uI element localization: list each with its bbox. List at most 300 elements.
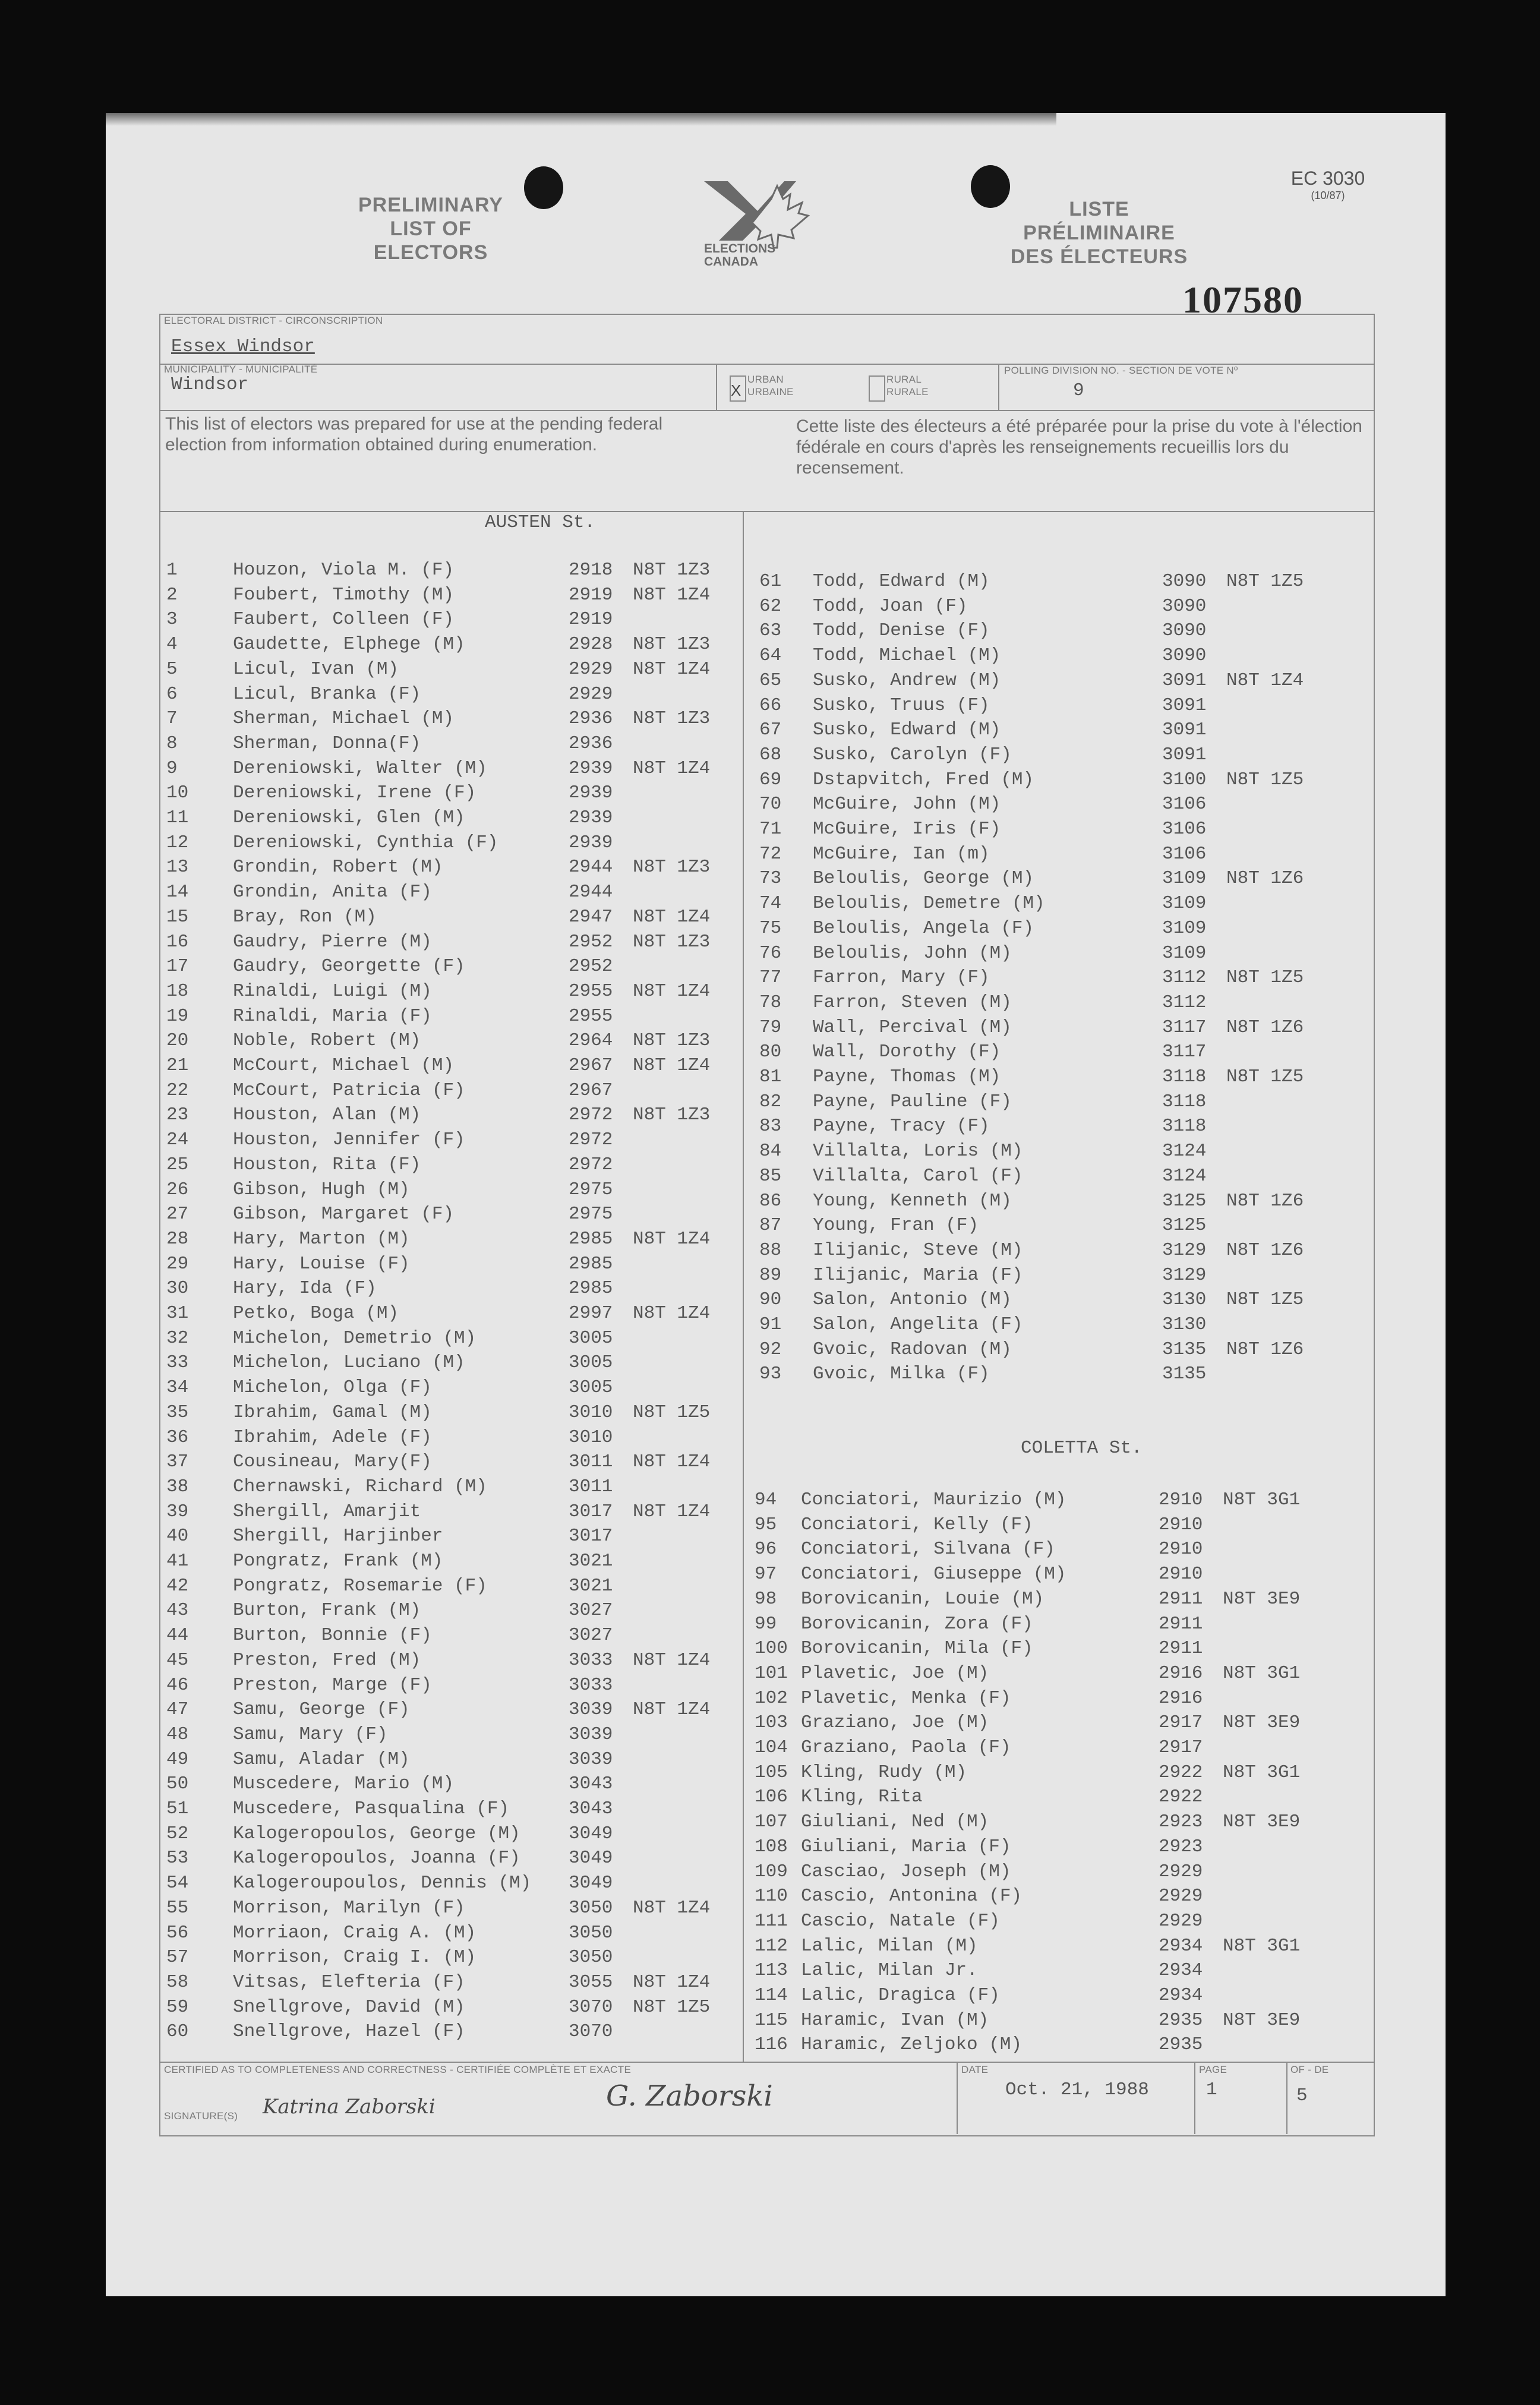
elector-name: Gvoic, Milka (F): [813, 1364, 990, 1385]
divider: [957, 2062, 958, 2134]
check-mark-icon: X: [731, 381, 741, 399]
elector-number: 96: [755, 1539, 777, 1560]
divider: [716, 364, 717, 410]
elector-address: 2947: [569, 906, 613, 927]
elector-address: 3117: [1162, 1041, 1207, 1063]
elector-address: 3039: [569, 1699, 613, 1721]
elector-address: 3100: [1162, 769, 1207, 790]
elector-address: 3050: [569, 1922, 613, 1943]
elector-name: Snellgrove, Hazel (F): [233, 2021, 465, 2043]
elector-address: 3049: [569, 1848, 613, 1869]
elector-address: 3070: [569, 2021, 613, 2043]
elector-address: 3005: [569, 1377, 613, 1399]
elector-name: Gibson, Hugh (M): [233, 1179, 410, 1200]
electoral-district-value: Essex Windsor: [171, 336, 315, 357]
title-fr-line-3: DES ÉLECTEURS: [1010, 245, 1188, 268]
elector-postal-code: N8T 1Z5: [1226, 967, 1304, 989]
elector-address: 3135: [1162, 1339, 1207, 1360]
elector-postal-code: N8T 1Z3: [633, 634, 711, 655]
elector-address: 3070: [569, 1996, 613, 2018]
elector-address: 3106: [1162, 819, 1207, 839]
elector-name: Young, Kenneth (M): [813, 1190, 1012, 1211]
elector-address: 2936: [569, 733, 613, 754]
elector-name: Preston, Marge (F): [233, 1674, 432, 1696]
elector-postal-code: N8T 1Z3: [633, 560, 711, 580]
elector-number: 85: [759, 1165, 782, 1186]
elector-address: 2934: [1159, 1935, 1203, 1956]
elector-number: 113: [755, 1960, 788, 1981]
elector-number: 39: [166, 1501, 189, 1522]
elector-address: 3043: [569, 1773, 613, 1795]
elector-name: Kling, Rudy (M): [801, 1762, 967, 1783]
elector-number: 81: [759, 1066, 782, 1087]
elector-address: 3125: [1162, 1190, 1207, 1211]
elector-name: Susko, Carolyn (F): [813, 744, 1012, 765]
elector-number: 10: [166, 782, 189, 804]
elector-name: Beloulis, Demetre (M): [813, 893, 1045, 914]
elector-address: 3117: [1162, 1017, 1207, 1038]
form-code-value: EC 3030: [1290, 168, 1365, 189]
elector-number: 36: [166, 1426, 189, 1448]
elector-name: Villalta, Loris (M): [813, 1141, 1023, 1162]
description-english: This list of electors was prepared for use at the pending federal election from information obtained during enumeration.: [165, 414, 663, 455]
elector-address: 3112: [1162, 992, 1207, 1013]
elector-number: 80: [759, 1041, 782, 1063]
elector-address: 2929: [1159, 1886, 1203, 1907]
elector-number: 77: [759, 967, 782, 989]
elector-name: Graziano, Paola (F): [801, 1737, 1011, 1758]
elector-number: 47: [166, 1699, 189, 1721]
elector-name: Houston, Alan (M): [233, 1104, 421, 1126]
elector-postal-code: N8T 1Z4: [633, 1501, 711, 1522]
elector-number: 34: [166, 1377, 189, 1399]
elector-address: 3011: [569, 1451, 613, 1473]
elector-number: 52: [166, 1823, 189, 1844]
elector-address: 2923: [1159, 1811, 1203, 1833]
elector-number: 58: [166, 1971, 189, 1993]
elector-postal-code: N8T 1Z6: [1226, 1239, 1304, 1261]
elector-number: 18: [166, 980, 189, 1002]
certified-label: CERTIFIED AS TO COMPLETENESS AND CORRECTNESS - CERTIFIÉE COMPLÈTE ET EXACTE: [164, 2064, 632, 2075]
elector-address: 2928: [569, 634, 613, 655]
elector-name: Lalic, Milan (M): [801, 1935, 978, 1956]
elector-number: 66: [759, 695, 782, 716]
elector-address: 3049: [569, 1873, 613, 1894]
elector-name: Kalogeropoulos, George (M): [233, 1823, 520, 1844]
title-english: [333, 193, 529, 264]
elector-number: 43: [166, 1600, 189, 1621]
elector-address: 2967: [569, 1080, 613, 1101]
elector-name: Faubert, Colleen (F): [233, 609, 455, 630]
logo-text-line-2: CANADA: [704, 255, 758, 269]
elector-name: Muscedere, Mario (M): [233, 1773, 455, 1795]
elector-number: 4: [166, 634, 178, 655]
elector-name: Borovicanin, Zora (F): [801, 1613, 1033, 1634]
elector-number: 107: [755, 1811, 788, 1833]
elector-postal-code: N8T 1Z4: [633, 906, 711, 927]
elector-address: 3090: [1162, 645, 1207, 667]
elector-address: 3118: [1162, 1066, 1207, 1087]
elector-address: 2972: [569, 1129, 613, 1151]
elector-name: Licul, Branka (F): [233, 683, 421, 705]
rural-label-fr: RURALE: [886, 386, 929, 397]
elector-name: Ilijanic, Maria (F): [813, 1264, 1023, 1286]
elector-address: 3091: [1162, 670, 1207, 691]
elector-name: Burton, Frank (M): [233, 1600, 421, 1621]
elector-address: 2929: [1159, 1861, 1203, 1882]
elector-name: Preston, Fred (M): [233, 1649, 421, 1671]
elector-postal-code: N8T 3E9: [1223, 2009, 1301, 2031]
elector-postal-code: N8T 1Z4: [633, 1699, 711, 1721]
elector-postal-code: N8T 1Z5: [1226, 769, 1304, 790]
elector-number: 3: [166, 609, 178, 630]
elector-address: 2939: [569, 832, 613, 853]
elector-address: 2952: [569, 931, 613, 952]
elector-number: 2: [166, 584, 178, 605]
elector-name: Lalic, Milan Jr.: [801, 1960, 978, 1981]
elector-number: 97: [755, 1564, 777, 1585]
elector-number: 105: [755, 1762, 788, 1783]
elector-name: Giuliani, Ned (M): [801, 1811, 989, 1833]
elector-address: 3011: [569, 1476, 613, 1497]
elector-number: 72: [759, 843, 782, 864]
elector-number: 28: [166, 1228, 189, 1249]
elector-address: 3033: [569, 1674, 613, 1696]
page-label: PAGE: [1199, 2064, 1227, 2075]
elector-address: 2936: [569, 708, 613, 730]
elector-name: Dereniowski, Irene (F): [233, 782, 476, 804]
elector-name: McGuire, John (M): [813, 794, 1001, 815]
elector-address: 3118: [1162, 1091, 1207, 1112]
elector-name: Hary, Ida (F): [233, 1278, 377, 1299]
rural-checkbox[interactable]: [869, 375, 885, 402]
elector-address: 2934: [1159, 1985, 1203, 2006]
elector-name: Young, Fran (F): [813, 1215, 979, 1236]
elector-name: Sherman, Michael (M): [233, 708, 455, 730]
elector-number: 9: [166, 758, 178, 779]
elector-name: McGuire, Iris (F): [813, 819, 1001, 839]
elector-name: Plavetic, Joe (M): [801, 1662, 989, 1684]
polling-division-value: 9: [1073, 380, 1084, 401]
elector-number: 35: [166, 1402, 189, 1423]
elector-name: Licul, Ivan (M): [233, 658, 399, 680]
elector-postal-code: N8T 1Z4: [633, 1228, 711, 1249]
elector-number: 25: [166, 1154, 189, 1175]
elector-number: 94: [755, 1489, 777, 1510]
elector-name: Rinaldi, Luigi (M): [233, 980, 432, 1002]
elector-name: Borovicanin, Mila (F): [801, 1638, 1033, 1659]
elector-number: 13: [166, 857, 189, 878]
elector-name: Gaudry, Georgette (F): [233, 956, 465, 977]
elector-number: 6: [166, 683, 178, 705]
elector-number: 109: [755, 1861, 788, 1882]
elector-name: Payne, Thomas (M): [813, 1066, 1001, 1087]
elector-name: Vitsas, Elefteria (F): [233, 1971, 465, 1993]
elector-number: 102: [755, 1687, 788, 1709]
elector-number: 74: [759, 893, 782, 914]
elector-postal-code: N8T 1Z4: [633, 658, 711, 680]
elector-name: Haramic, Zeljoko (M): [801, 2034, 1023, 2056]
elector-postal-code: N8T 1Z4: [1226, 670, 1304, 691]
elector-number: 37: [166, 1451, 189, 1473]
date-value: Oct. 21, 1988: [1005, 2079, 1149, 2100]
elector-address: 3090: [1162, 571, 1207, 592]
elector-postal-code: N8T 1Z4: [633, 1303, 711, 1324]
elector-address: 2955: [569, 1005, 613, 1027]
elector-address: 2972: [569, 1104, 613, 1126]
elector-address: 2910: [1159, 1564, 1203, 1585]
elector-address: 3112: [1162, 967, 1207, 989]
elector-postal-code: N8T 3G1: [1223, 1935, 1301, 1956]
elector-address: 3039: [569, 1724, 613, 1745]
elector-name: Gaudette, Elphege (M): [233, 634, 465, 655]
elector-address: 2985: [569, 1228, 613, 1249]
elector-address: 2985: [569, 1278, 613, 1299]
elector-name: Borovicanin, Louie (M): [801, 1588, 1044, 1609]
elector-name: Rinaldi, Maria (F): [233, 1005, 432, 1027]
elector-number: 101: [755, 1662, 788, 1684]
elector-postal-code: N8T 1Z3: [633, 1030, 711, 1052]
elector-address: 3109: [1162, 868, 1207, 889]
divider: [1194, 2062, 1195, 2134]
elector-number: 91: [759, 1314, 782, 1335]
elector-postal-code: N8T 1Z6: [1226, 1190, 1304, 1211]
elector-address: 2944: [569, 857, 613, 878]
elector-number: 99: [755, 1613, 777, 1634]
elector-address: 2911: [1159, 1613, 1203, 1634]
elector-name: Conciatori, Giuseppe (M): [801, 1564, 1066, 1585]
elector-number: 22: [166, 1080, 189, 1101]
divider: [159, 511, 1374, 512]
elector-address: 2919: [569, 609, 613, 630]
elector-address: 3005: [569, 1327, 613, 1349]
elector-name: Michelon, Olga (F): [233, 1377, 432, 1399]
elector-postal-code: N8T 1Z4: [633, 1451, 711, 1473]
elector-name: Kalogeropoulos, Joanna (F): [233, 1848, 520, 1869]
elector-name: Dereniowski, Glen (M): [233, 807, 465, 828]
elector-name: Conciatori, Kelly (F): [801, 1514, 1033, 1535]
elector-address: 3050: [569, 1947, 613, 1968]
elector-name: Foubert, Timothy (M): [233, 584, 455, 605]
elector-name: Haramic, Ivan (M): [801, 2009, 989, 2031]
elector-address: 3091: [1162, 719, 1207, 741]
elector-postal-code: N8T 1Z4: [633, 1971, 711, 1993]
elector-name: Farron, Steven (M): [813, 992, 1012, 1013]
elector-address: 2967: [569, 1055, 613, 1076]
elector-name: Bray, Ron (M): [233, 906, 377, 927]
elector-address: 2922: [1159, 1787, 1203, 1808]
elector-number: 87: [759, 1215, 782, 1236]
elector-postal-code: N8T 1Z5: [1226, 571, 1304, 592]
elector-name: Cascio, Natale (F): [801, 1910, 1000, 1931]
elector-number: 29: [166, 1253, 189, 1274]
electoral-district-label: ELECTORAL DISTRICT - CIRCONSCRIPTION: [164, 315, 383, 326]
elector-name: Grondin, Anita (F): [233, 882, 432, 903]
elector-address: 3129: [1162, 1239, 1207, 1261]
column-divider: [743, 511, 744, 2062]
elector-postal-code: N8T 1Z3: [633, 1104, 711, 1126]
elector-name: Beloulis, George (M): [813, 868, 1034, 889]
elector-number: 55: [166, 1897, 189, 1918]
elector-address: 3130: [1162, 1314, 1207, 1335]
elector-number: 69: [759, 769, 782, 790]
elector-address: 2964: [569, 1030, 613, 1052]
signatures-label: SIGNATURE(S): [164, 2110, 238, 2122]
elector-number: 56: [166, 1922, 189, 1943]
divider: [1286, 2062, 1287, 2134]
elector-postal-code: N8T 1Z4: [633, 1897, 711, 1918]
elector-postal-code: N8T 3E9: [1223, 1588, 1301, 1609]
elector-name: Petko, Boga (M): [233, 1303, 399, 1324]
elector-postal-code: N8T 1Z4: [633, 1055, 711, 1076]
elector-number: 50: [166, 1773, 189, 1795]
elector-number: 8: [166, 733, 178, 754]
elector-address: 3124: [1162, 1165, 1207, 1186]
elector-name: Chernawski, Richard (M): [233, 1476, 487, 1497]
title-french: [974, 197, 1224, 269]
elector-name: Houston, Jennifer (F): [233, 1129, 465, 1151]
street-heading-coletta: COLETTA St.: [1021, 1438, 1143, 1459]
elector-postal-code: N8T 3E9: [1223, 1811, 1301, 1833]
paper-top-edge-shadow: [106, 113, 1056, 126]
polling-division-label: POLLING DIVISION NO. - SECTION DE VOTE Nº: [1004, 365, 1238, 376]
elector-number: 7: [166, 708, 178, 730]
elector-number: 115: [755, 2009, 788, 2031]
elector-address: 3027: [569, 1600, 613, 1621]
elector-number: 68: [759, 744, 782, 765]
elector-address: 3129: [1162, 1264, 1207, 1286]
elector-postal-code: N8T 1Z5: [1226, 1289, 1304, 1311]
form-code: [1283, 168, 1372, 202]
elector-address: 2929: [1159, 1910, 1203, 1931]
elector-number: 64: [759, 645, 782, 667]
elector-name: Morrison, Craig I. (M): [233, 1947, 476, 1968]
elector-name: Pongratz, Frank (M): [233, 1551, 443, 1571]
elector-number: 46: [166, 1674, 189, 1696]
divider: [159, 2062, 1374, 2063]
elector-number: 24: [166, 1129, 189, 1151]
elector-name: McGuire, Ian (m): [813, 843, 990, 864]
urban-label-en: URBAN: [747, 374, 784, 385]
elector-address: 3125: [1162, 1215, 1207, 1236]
elector-name: Houzon, Viola M. (F): [233, 560, 455, 580]
elector-number: 14: [166, 882, 189, 903]
elector-name: Shergill, Amarjit: [233, 1501, 421, 1522]
elector-name: Ibrahim, Adele (F): [233, 1426, 432, 1448]
elector-name: Morrison, Marilyn (F): [233, 1897, 465, 1918]
elector-number: 65: [759, 670, 782, 691]
urban-label-fr: URBAINE: [747, 386, 794, 397]
elector-postal-code: N8T 1Z4: [633, 584, 711, 605]
elector-number: 110: [755, 1886, 788, 1907]
elector-name: Burton, Bonnie (F): [233, 1625, 432, 1646]
elector-number: 40: [166, 1526, 189, 1547]
elector-number: 54: [166, 1873, 189, 1894]
elector-name: Conciatori, Silvana (F): [801, 1539, 1055, 1560]
elector-name: Cascio, Antonina (F): [801, 1886, 1023, 1907]
elector-address: 3010: [569, 1426, 613, 1448]
elector-number: 51: [166, 1798, 189, 1819]
elector-name: Giuliani, Maria (F): [801, 1836, 1011, 1857]
elector-number: 31: [166, 1303, 189, 1324]
elector-name: Hary, Louise (F): [233, 1253, 410, 1274]
elector-address: 2910: [1159, 1539, 1203, 1560]
elector-address: 2975: [569, 1204, 613, 1225]
description-french: Cette liste des électeurs a été préparée pour la prise du vote à l'élection fédérale en cours d'après les renseignements recueillis lors du recensement.: [796, 416, 1362, 478]
elector-number: 108: [755, 1836, 788, 1857]
elector-name: Susko, Andrew (M): [813, 670, 1001, 691]
serial-number: 107580: [1182, 279, 1304, 321]
elector-address: 3109: [1162, 917, 1207, 939]
elector-number: 98: [755, 1588, 777, 1609]
elector-number: 30: [166, 1278, 189, 1299]
elector-address: 3130: [1162, 1289, 1207, 1311]
elector-number: 114: [755, 1985, 788, 2006]
elector-name: Shergill, Harjinber: [233, 1526, 443, 1547]
elector-address: 2955: [569, 980, 613, 1002]
elector-name: Todd, Joan (F): [813, 595, 968, 617]
elector-address: 2922: [1159, 1762, 1203, 1783]
elector-address: 2952: [569, 956, 613, 977]
of-label: OF - DE: [1290, 2064, 1329, 2075]
elector-address: 2944: [569, 882, 613, 903]
elector-address: 2911: [1159, 1638, 1203, 1659]
elector-name: Gaudry, Pierre (M): [233, 931, 432, 952]
elector-postal-code: N8T 3G1: [1223, 1662, 1301, 1684]
form-revision: (10/87): [1311, 190, 1345, 201]
elector-name: Beloulis, Angela (F): [813, 917, 1034, 939]
elector-number: 116: [755, 2034, 788, 2056]
elector-name: Dstapvitch, Fred (M): [813, 769, 1034, 790]
elector-address: 2916: [1159, 1662, 1203, 1684]
elector-number: 20: [166, 1030, 189, 1052]
page-number: 1: [1206, 2079, 1217, 2100]
elector-number: 44: [166, 1625, 189, 1646]
logo-text: [704, 242, 775, 269]
date-label: DATE: [961, 2064, 989, 2075]
elector-address: 3033: [569, 1649, 613, 1671]
elector-address: 3055: [569, 1971, 613, 1993]
elector-number: 75: [759, 917, 782, 939]
elector-address: 3124: [1162, 1141, 1207, 1162]
elector-number: 71: [759, 819, 782, 839]
street-heading-austen: AUSTEN St.: [485, 512, 596, 533]
elector-address: 3043: [569, 1798, 613, 1819]
elector-postal-code: N8T 1Z6: [1226, 868, 1304, 889]
elector-address: 2918: [569, 560, 613, 580]
elector-postal-code: N8T 1Z4: [633, 1649, 711, 1671]
elector-address: 2923: [1159, 1836, 1203, 1857]
elector-number: 21: [166, 1055, 189, 1076]
elector-address: 3109: [1162, 893, 1207, 914]
elector-postal-code: N8T 1Z3: [633, 857, 711, 878]
elector-name: Grondin, Robert (M): [233, 857, 443, 878]
elector-number: 60: [166, 2021, 189, 2043]
elector-name: Susko, Truus (F): [813, 695, 990, 716]
elector-name: Wall, Dorothy (F): [813, 1041, 1001, 1063]
elector-address: 3091: [1162, 695, 1207, 716]
elector-address: 3010: [569, 1402, 613, 1423]
elector-address: 2939: [569, 758, 613, 779]
elector-number: 103: [755, 1712, 788, 1734]
elector-address: 2939: [569, 782, 613, 804]
elector-number: 100: [755, 1638, 788, 1659]
elector-number: 5: [166, 658, 178, 680]
elector-number: 92: [759, 1339, 782, 1360]
elector-number: 79: [759, 1017, 782, 1038]
elector-address: 3106: [1162, 794, 1207, 815]
elector-postal-code: N8T 3G1: [1223, 1762, 1301, 1783]
